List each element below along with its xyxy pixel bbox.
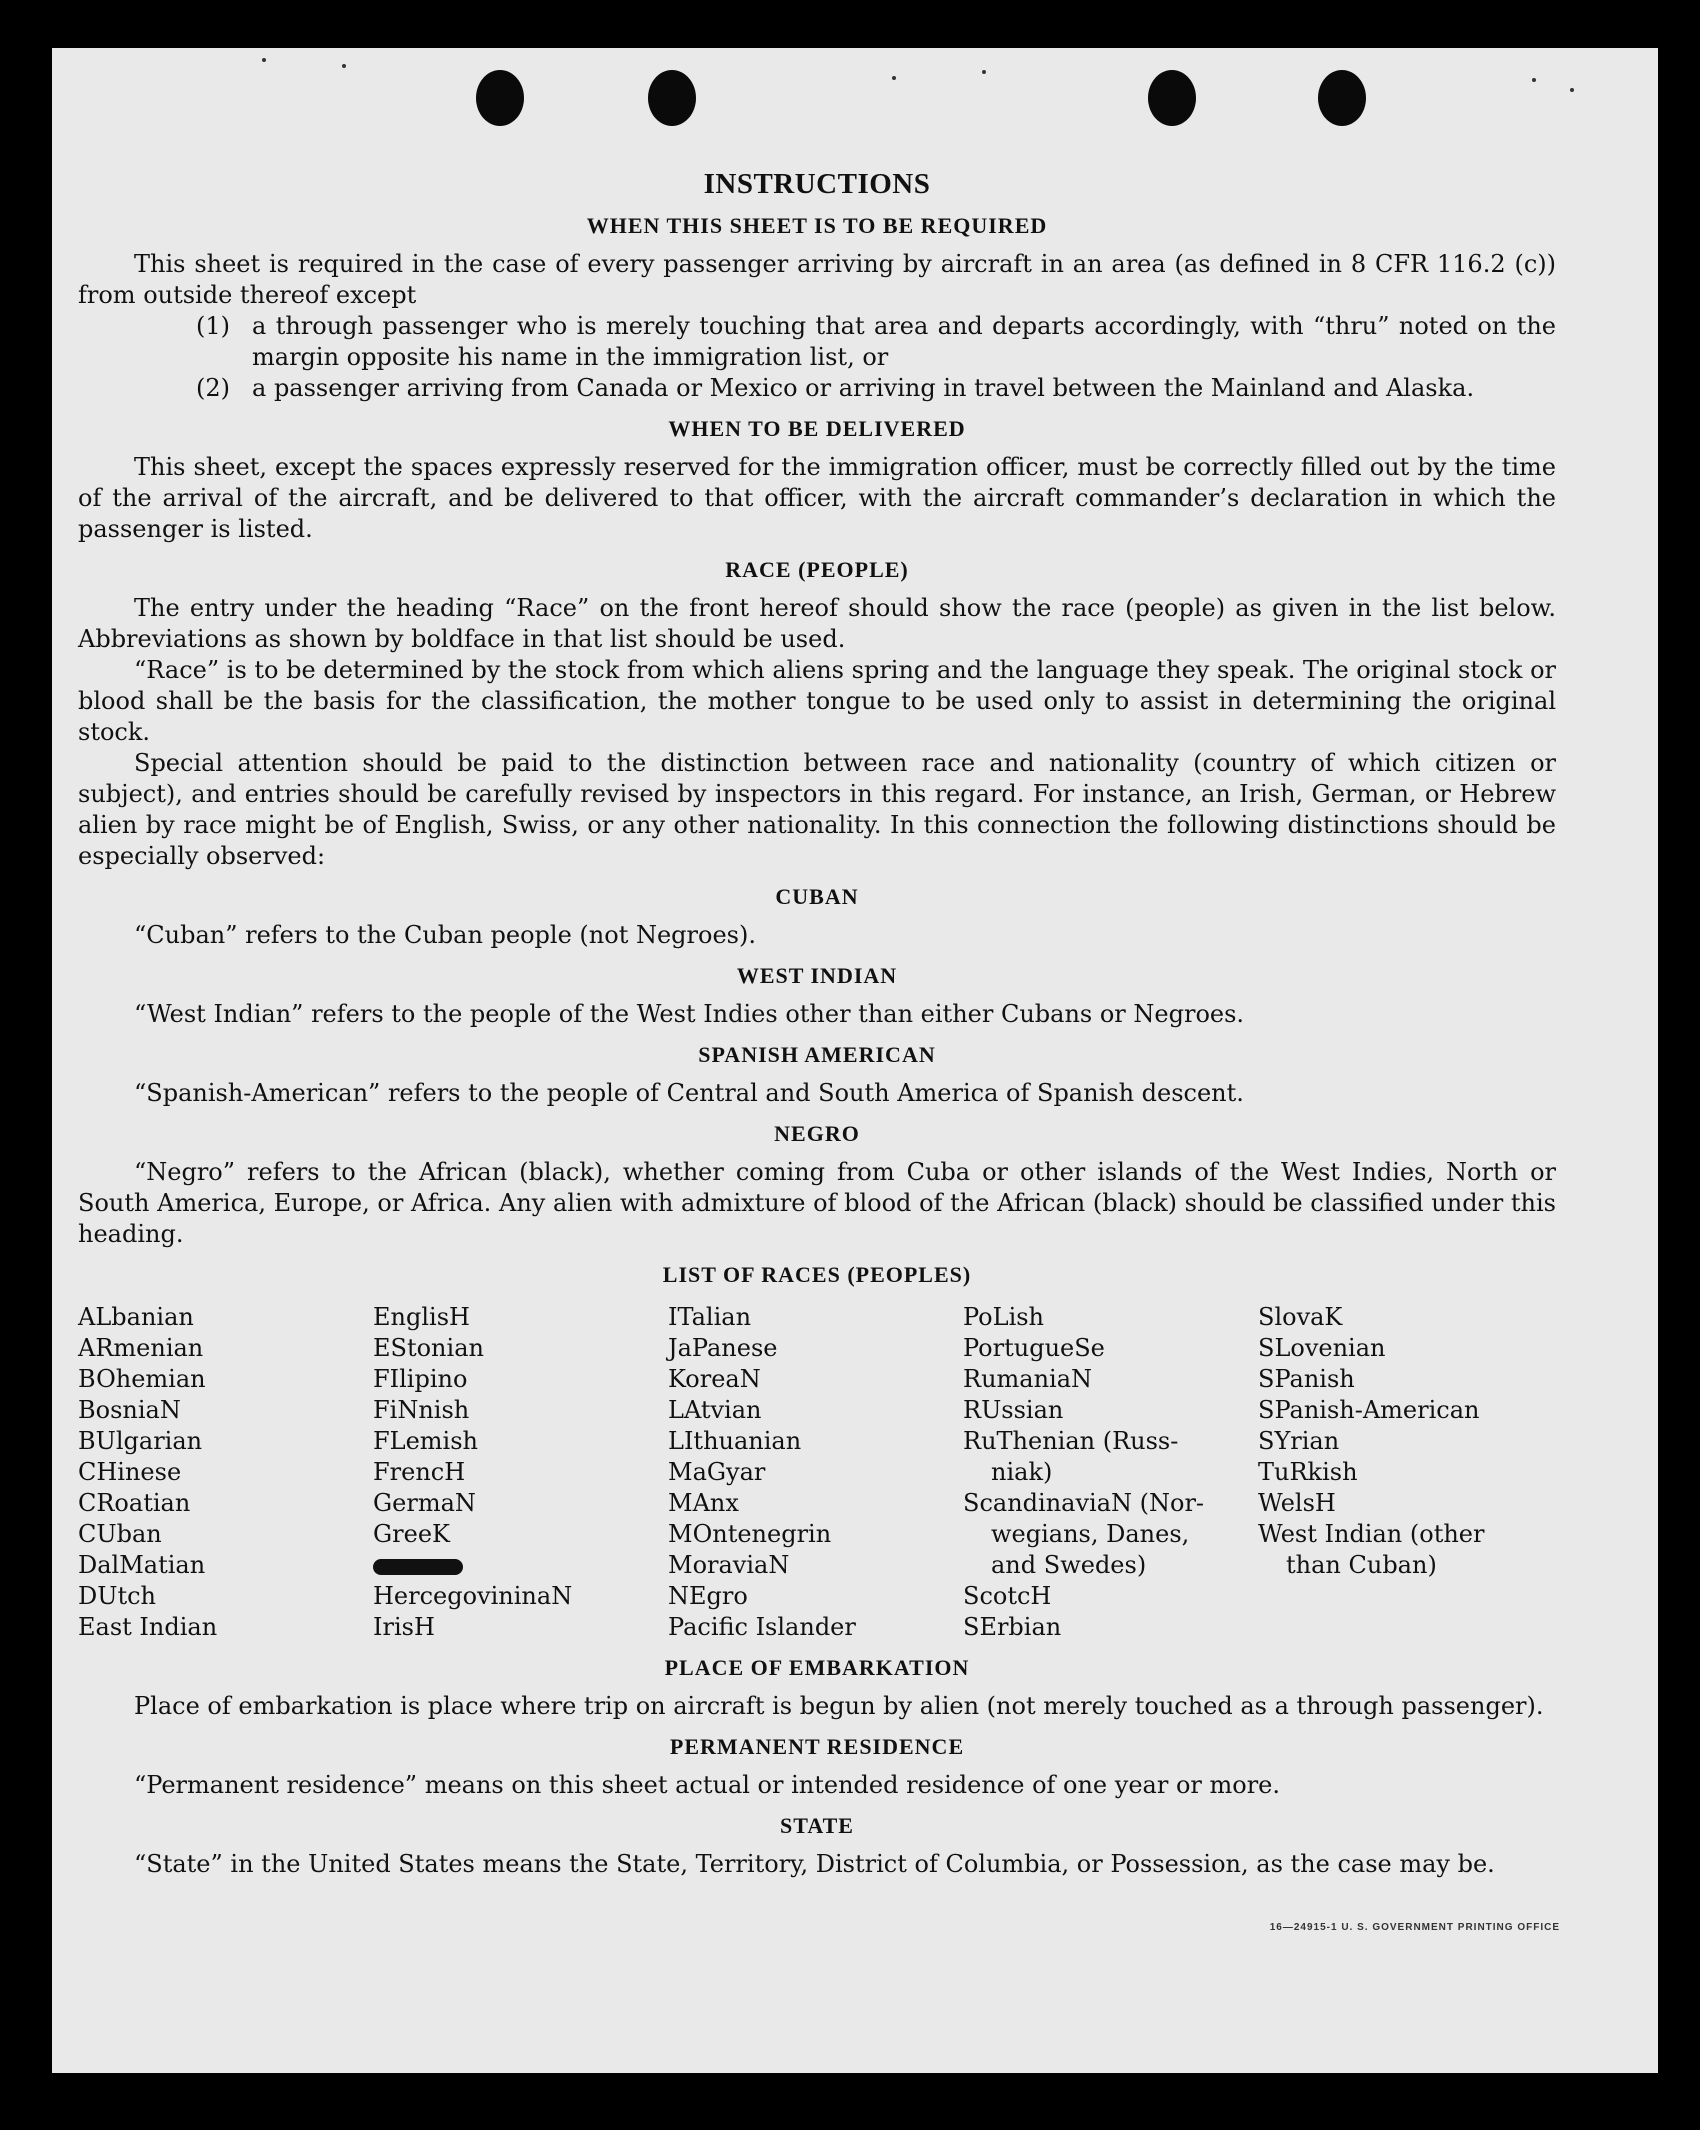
race-entry: CHinese (78, 1458, 182, 1486)
races-list (78, 1302, 1556, 1643)
speck (892, 76, 896, 80)
punch-hole (476, 70, 524, 126)
race-entry: GermaN (373, 1489, 476, 1517)
race-entry: LAtvian (668, 1396, 762, 1424)
race-entry: West Indian (other (1258, 1520, 1485, 1548)
printing-office-code: 16—24915-1 U. S. GOVERNMENT PRINTING OFFICE (1269, 1922, 1560, 1933)
race-entry: ScotcH (963, 1582, 1052, 1610)
speck (342, 64, 346, 68)
races-column (373, 1302, 668, 1643)
race-entry: MOntenegrin (668, 1520, 832, 1548)
punch-hole (648, 70, 696, 126)
race-entry: NEgro (668, 1582, 748, 1610)
speck (1532, 78, 1536, 82)
race-entry: WelsH (1258, 1489, 1336, 1517)
race-entry: FIlipino (373, 1365, 468, 1393)
section-paragraph: “Cuban” refers to the Cuban people (not Negroes). (134, 921, 756, 949)
race-entry: MoraviaN (668, 1551, 790, 1579)
races-column (668, 1302, 963, 1643)
section-paragraph: Special attention should be paid to the distinction between race and nationality (country of which citizen or subject), and entries should be carefully revised by inspectors in this regard. For instance, an Irish, German, or Hebrew alien by race might be of English, Swiss, or any other nationality. In this connection the following distinctions should be especially observed: (78, 749, 1556, 870)
section-paragraph: Place of embarkation is place where trip on aircraft is begun by alien (not merely touched as a through passenger). (134, 1692, 1544, 1720)
instructions-content (78, 168, 1556, 1880)
races-heading: LIST OF RACES (PEOPLES) (662, 1262, 972, 1287)
race-entry: SYrian (1258, 1427, 1340, 1455)
page-title: INSTRUCTIONS (703, 168, 931, 200)
section-paragraph: “Race” is to be determined by the stock from which aliens spring and the language they speak. The original stock or blood shall be the basis for the classification, the mother tongue to be used only to assist in determining the original stock. (78, 656, 1556, 746)
section-paragraph: “Spanish-American” refers to the people of Central and South America of Spanish descent. (134, 1079, 1244, 1107)
race-entry: KoreaN (668, 1365, 761, 1393)
race-entry: EStonian (373, 1334, 484, 1362)
section-paragraph: This sheet is required in the case of every passenger arriving by aircraft in an area (as defined in 8 CFR 116.2 (c)) from outside thereof except (78, 250, 1556, 309)
section-paragraph: “West Indian” refers to the people of the West Indies other than either Cubans or Negroes. (134, 1000, 1245, 1028)
race-entry: ITalian (668, 1303, 752, 1331)
race-entry: BOhemian (78, 1365, 206, 1393)
section-heading: STATE (780, 1813, 854, 1838)
numbered-item (196, 373, 1556, 404)
race-entry: MaGyar (668, 1458, 766, 1486)
section-heading: WHEN THIS SHEET IS TO BE REQUIRED (586, 213, 1048, 238)
race-entry: and Swedes) (991, 1551, 1147, 1579)
section-heading: RACE (PEOPLE) (725, 557, 909, 582)
speck (982, 70, 986, 74)
punch-hole (1318, 70, 1366, 126)
item-number: (1) (196, 312, 230, 340)
race-entry: PortugueSe (963, 1334, 1105, 1362)
race-entry: FrencH (373, 1458, 466, 1486)
race-entry: DalMatian (78, 1551, 206, 1579)
sections (78, 213, 1556, 1250)
race-entry: BosniaN (78, 1396, 181, 1424)
section-paragraph: This sheet, except the spaces expressly reserved for the immigration officer, must be correctly filled out by the time of the arrival of the aircraft, and be delivered to that officer, with the aircraft commander’s declaration in which the passenger is listed. (78, 453, 1556, 543)
item-text: a passenger arriving from Canada or Mexico or arriving in travel between the Mainland and Alaska. (252, 374, 1475, 402)
section-heading: PLACE OF EMBARKATION (664, 1655, 970, 1680)
race-entry: SErbian (963, 1613, 1062, 1641)
race-entry: ScandinaviaN (Nor- (963, 1489, 1205, 1517)
race-entry: CUban (78, 1520, 162, 1548)
redacted-entry (373, 1550, 668, 1581)
race-entry: niak) (991, 1458, 1053, 1486)
race-entry: PoLish (963, 1303, 1045, 1331)
section-paragraph: “State” in the United States means the State, Territory, District of Columbia, or Possession, as the case may be. (134, 1850, 1495, 1878)
race-entry: LIthuanian (668, 1427, 802, 1455)
section-paragraph: “Permanent residence” means on this sheet actual or intended residence of one year or more. (134, 1771, 1280, 1799)
speck (1570, 88, 1574, 92)
race-entry: RumaniaN (963, 1365, 1093, 1393)
race-entry: TuRkish (1258, 1458, 1358, 1486)
race-entry: RuThenian (Russ- (963, 1427, 1179, 1455)
race-entry: RUssian (963, 1396, 1064, 1424)
item-text: a through passenger who is merely touching that area and departs accordingly, with “thru” noted on the margin opposite his name in the immigration list, or (252, 312, 1556, 371)
race-entry: ARmenian (78, 1334, 204, 1362)
numbered-item (196, 311, 1556, 373)
race-entry: FLemish (373, 1427, 478, 1455)
races-column (963, 1302, 1258, 1643)
section-heading: SPANISH AMERICAN (698, 1042, 936, 1067)
closing-sections (78, 1655, 1556, 1880)
redaction-mark (373, 1559, 463, 1575)
section-heading: PERMANENT RESIDENCE (669, 1734, 965, 1759)
race-entry: wegians, Danes, (991, 1520, 1190, 1548)
section-heading: WEST INDIAN (736, 963, 898, 988)
section-heading: WHEN TO BE DELIVERED (668, 416, 966, 441)
races-column (78, 1302, 373, 1643)
section-paragraph: The entry under the heading “Race” on the front hereof should show the race (people) as given in the list below. Abbreviations as shown by boldface in that list should be used. (78, 594, 1556, 653)
race-entry: DUtch (78, 1582, 157, 1610)
item-number: (2) (196, 374, 230, 402)
section-heading: CUBAN (775, 884, 859, 909)
race-entry: CRoatian (78, 1489, 191, 1517)
speck (262, 58, 266, 62)
race-entry: East Indian (78, 1613, 218, 1641)
race-entry: BUlgarian (78, 1427, 203, 1455)
race-entry: than Cuban) (1286, 1551, 1437, 1579)
race-entry: MAnx (668, 1489, 739, 1517)
race-entry: Pacific Islander (668, 1613, 856, 1641)
document-sheet (52, 48, 1658, 2073)
section-paragraph: “Negro” refers to the African (black), whether coming from Cuba or other islands of the West Indies, North or South America, Europe, or Africa. Any alien with admixture of blood of the African (black) should be classified under this heading. (78, 1158, 1556, 1248)
race-entry: SPanish-American (1258, 1396, 1480, 1424)
race-entry: GreeK (373, 1520, 450, 1548)
race-entry: FiNnish (373, 1396, 470, 1424)
race-entry: IrisH (373, 1613, 435, 1641)
race-entry: SlovaK (1258, 1303, 1343, 1331)
punch-hole (1148, 70, 1196, 126)
race-entry: EnglisH (373, 1303, 470, 1331)
race-entry: ALbanian (78, 1303, 194, 1331)
races-column (1258, 1302, 1553, 1643)
race-entry: SPanish (1258, 1365, 1355, 1393)
section-heading: NEGRO (774, 1121, 860, 1146)
race-entry: JaPanese (668, 1334, 778, 1362)
race-entry: SLovenian (1258, 1334, 1386, 1362)
race-entry: HercegovininaN (373, 1582, 573, 1610)
